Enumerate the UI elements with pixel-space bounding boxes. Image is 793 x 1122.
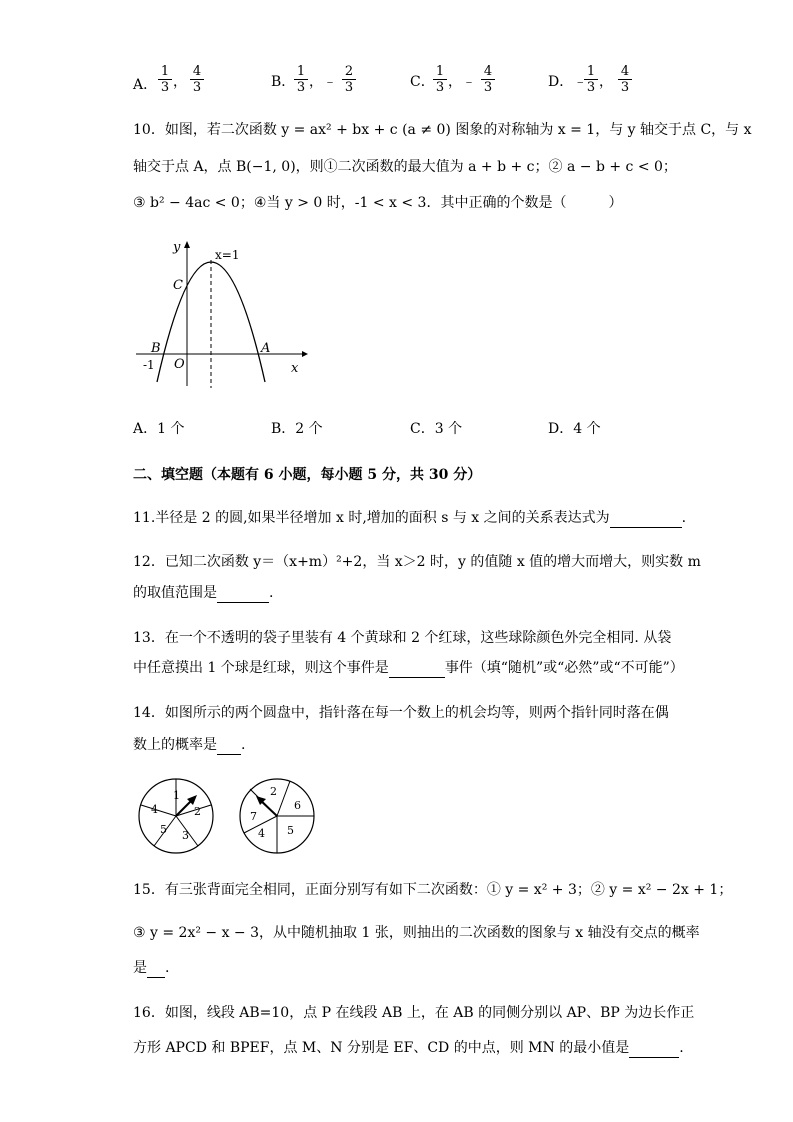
q9-c-sep: ，﹣	[448, 74, 476, 90]
q13-line2	[133, 660, 684, 678]
q11-text: 11.半径是 2 的圆,如果半径增加 x 时,增加的面积 s 与 x 之间的关系表达式为	[133, 510, 610, 526]
spinner1-num-2: 2	[194, 805, 201, 818]
section-title: 二、填空题（本题有 6 小题，每小题 5 分，共 30 分）	[133, 467, 482, 483]
x-axis-arrow	[302, 351, 308, 357]
spinner-left	[135, 775, 217, 857]
q15-blank	[147, 960, 165, 978]
q16-line2-text: 方形 APCD 和 BPEF，点 M、N 分别是 EF、CD 的中点，则 MN 的最小值是	[133, 1040, 630, 1056]
q10-parabola-graph	[130, 232, 320, 392]
spinner1-num-1: 1	[173, 789, 180, 802]
q14-line2-text: 数上的概率是	[133, 737, 217, 753]
q15-line2: ③ y = 2x² − x − 3，从中随机抽取 1 张，则抽出的二次函数的图象与 x 轴没有交点的概率	[133, 925, 700, 941]
q13-line2-end: 事件（填“随机”或“必然”或“不可能”）	[444, 660, 684, 676]
q14-line1: 14．如图所示的两个圆盘中，指针落在每一个数上的机会均等，则两个指针同时落在偶	[133, 705, 669, 721]
q10-option-d: D．4 个	[548, 421, 601, 437]
x-axis-label: x	[291, 361, 299, 376]
q11	[133, 510, 686, 528]
q11-blank	[610, 510, 682, 528]
q15-line3	[133, 960, 169, 978]
spinner2-num-5: 5	[287, 824, 294, 837]
q12-blank	[217, 585, 269, 603]
q9-d-sep: ，	[599, 74, 613, 90]
q9-d-frac1: 1 3	[584, 64, 598, 95]
q10-line1: 10．如图，若二次函数 y = ax² + bx + c (a ≠ 0) 图象的对称轴为 x = 1，与 y 轴交于点 C，与 x	[133, 122, 752, 138]
q16-line1: 16．如图，线段 AB=10，点 P 在线段 AB 上，在 AB 的同侧分别以 AP、BP 为边长作正	[133, 1005, 695, 1021]
q9-a-label: A．	[133, 77, 158, 93]
q10-option-c: C．3 个	[410, 421, 463, 437]
q14-end: .	[241, 737, 246, 753]
q16-line2	[133, 1040, 684, 1058]
spinner2-num-2: 2	[270, 785, 277, 798]
spinner2-num-7: 7	[250, 810, 257, 823]
q10-line2: 轴交于点 A，点 B(−1, 0)，则①二次函数的最大值为 a + b + c；② a − b + c < 0；	[133, 159, 677, 175]
axis-symmetry-label: x=1	[215, 248, 240, 262]
point-c-label: C	[173, 278, 183, 293]
q9-b-label: B．	[271, 74, 296, 90]
q13-blank	[389, 660, 445, 678]
q10-option-a: A．1 个	[133, 421, 185, 437]
q14-line2	[133, 737, 245, 755]
y-axis-arrow	[184, 241, 190, 248]
q9-a-sep: ，	[173, 74, 187, 90]
q9-b-frac2: 2 3	[342, 64, 356, 95]
q9-b-frac1: 1 3	[294, 64, 308, 95]
y-axis-label: y	[173, 240, 181, 255]
q16-blank	[629, 1040, 679, 1058]
q15-line3-text: 是	[133, 960, 147, 976]
q12-line2	[133, 585, 273, 603]
q9-b-sep: ，﹣	[309, 74, 337, 90]
spinner1-num-3: 3	[182, 829, 189, 842]
spinner1-num-4: 4	[151, 803, 158, 816]
q16-end: .	[679, 1040, 684, 1056]
q13-line2-text: 中任意摸出 1 个球是红球，则这个事件是	[133, 660, 389, 676]
spinner2-num-4: 4	[258, 827, 265, 840]
q9-d-frac2: 4 3	[618, 64, 632, 95]
q9-a-frac1: 1 3	[158, 64, 172, 95]
q9-a-frac2: 4 3	[190, 64, 204, 95]
q12-line2-text: 的取值范围是	[133, 585, 217, 601]
q10-line3: ③ b² − 4ac < 0；④当 y > 0 时，-1 < x < 3．其中正确的个数是（ ）	[133, 195, 623, 211]
q9-d-label: D．﹣	[548, 74, 588, 90]
spinner2-num-6: 6	[294, 799, 301, 812]
q15-end: .	[165, 960, 170, 976]
spinner-right	[236, 775, 318, 857]
origin-label: O	[174, 357, 185, 372]
q10-option-b: B．2 个	[271, 421, 323, 437]
q13-line1: 13．在一个不透明的袋子里装有 4 个黄球和 2 个红球，这些球除颜色外完全相同. 从袋	[133, 630, 672, 646]
q9-c-label: C．	[410, 74, 435, 90]
q9-c-frac2: 4 3	[481, 64, 495, 95]
q12-end: .	[269, 585, 274, 601]
point-b-label: B	[151, 341, 161, 356]
spinner1-num-5: 5	[160, 823, 167, 836]
q11-end: .	[681, 510, 687, 526]
point-a-label: A	[261, 341, 271, 356]
q12-line1: 12．已知二次函数 y＝（x+m）²+2，当 x＞2 时，y 的值随 x 值的增大而增大，则实数 m	[133, 554, 701, 570]
q9-c-frac1: 1 3	[433, 64, 447, 95]
q14-blank	[217, 737, 241, 755]
q15-line1: 15．有三张背面完全相同，正面分别写有如下二次函数：① y = x² + 3；② y = x² − 2x + 1；	[133, 882, 733, 898]
minus-one-label: -1	[143, 358, 155, 372]
